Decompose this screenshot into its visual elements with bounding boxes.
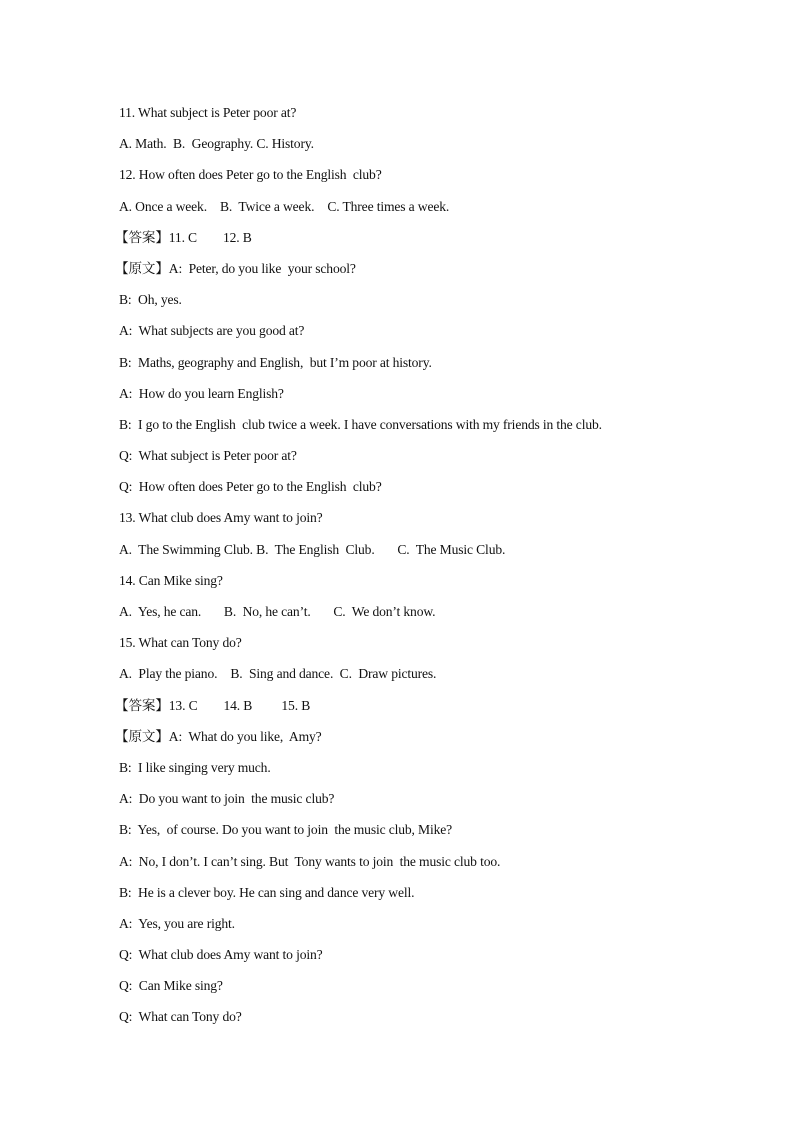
transcript-2-line-2: B: I like singing very much. [119, 759, 271, 775]
document-body [115, 103, 719, 1039]
transcript-1-line-2: B: Oh, yes. [119, 292, 182, 308]
transcript-1-line-5: A: How do you learn English? [119, 385, 284, 401]
transcript-1-question-1: Q: What subject is Peter poor at? [119, 448, 297, 464]
transcript-1-line-6: B: I go to the English club twice a week. I have conversations with my friends in the club. [119, 416, 602, 432]
question-13-options: A. The Swimming Club. B. The English Club. C. The Music Club. [119, 541, 506, 557]
transcript-2-line-7: A: Yes, you are right. [119, 915, 235, 931]
question-15: 15. What can Tony do? [119, 635, 242, 651]
transcript-1-line-3: A: What subjects are you good at? [119, 323, 305, 339]
transcript-2-line-1: 【原文】A: What do you like, Amy? [115, 728, 322, 744]
transcript-2-line-5: A: No, I don’t. I can’t sing. But Tony wants to join the music club too. [119, 853, 501, 869]
transcript-1-question-2: Q: How often does Peter go to the English club? [119, 479, 382, 495]
question-12-options: A. Once a week. B. Twice a week. C. Three times a week. [119, 198, 450, 214]
transcript-2-question-2: Q: Can Mike sing? [119, 978, 223, 994]
transcript-2-line-4: B: Yes, of course. Do you want to join the music club, Mike? [119, 822, 453, 838]
question-12: 12. How often does Peter go to the English club? [119, 167, 382, 183]
question-11: 11. What subject is Peter poor at? [119, 105, 297, 120]
transcript-2-question-1: Q: What club does Amy want to join? [119, 947, 323, 963]
transcript-2-line-3: A: Do you want to join the music club? [119, 791, 335, 807]
transcript-1-line-1: 【原文】A: Peter, do you like your school? [115, 260, 356, 276]
answer-key-1: 【答案】11. C 12. B [115, 229, 252, 245]
question-11-options: A. Math. B. Geography. C. History. [119, 136, 314, 152]
answer-key-2: 【答案】13. C 14. B 15. B [115, 697, 311, 713]
question-13: 13. What club does Amy want to join? [119, 510, 323, 526]
transcript-2-question-3: Q: What can Tony do? [119, 1009, 242, 1025]
question-15-options: A. Play the piano. B. Sing and dance. C. Draw pictures. [119, 666, 437, 682]
transcript-1-line-4: B: Maths, geography and English, but I’m poor at history. [119, 354, 432, 370]
transcript-2-line-6: B: He is a clever boy. He can sing and dance very well. [119, 884, 415, 900]
question-14: 14. Can Mike sing? [119, 572, 223, 588]
question-14-options: A. Yes, he can. B. No, he can’t. C. We don’t know. [119, 604, 436, 619]
